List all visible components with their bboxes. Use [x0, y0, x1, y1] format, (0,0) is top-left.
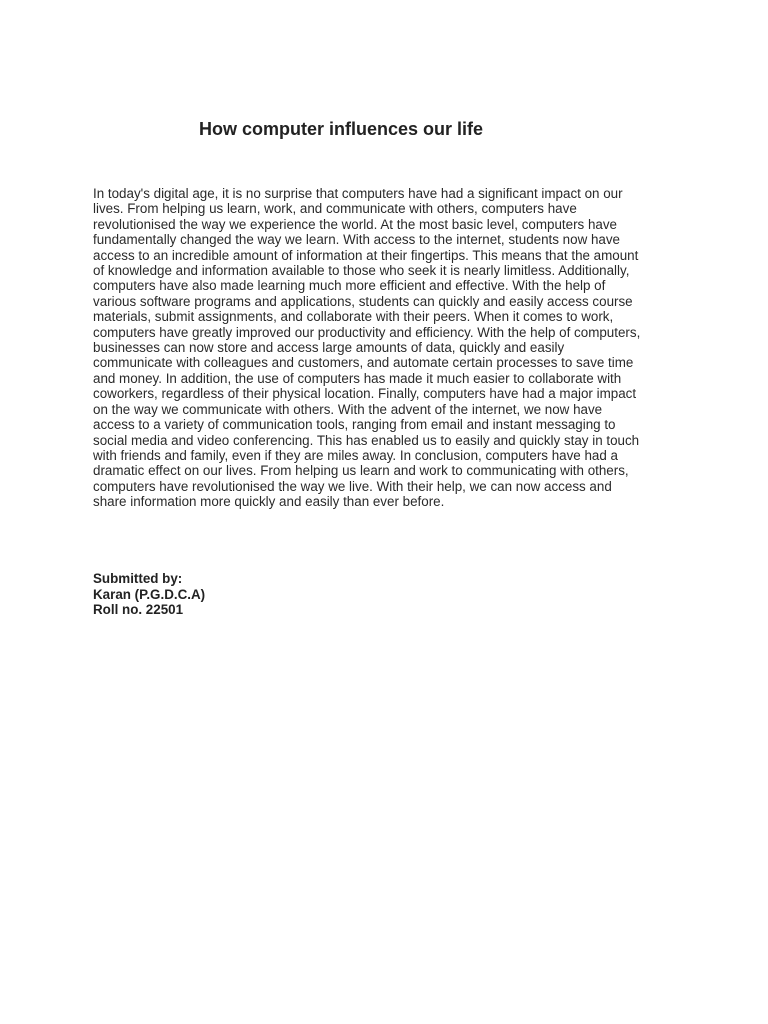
paragraph-line: revolutionised the way we experience the world. At the most basic level, computers have: [93, 216, 617, 232]
paragraph-line: on the way we communicate with others. With the advent of the internet, we now have: [93, 401, 603, 417]
author-name: Karan (P.G.D.C.A): [93, 586, 206, 602]
paragraph-line: materials, submit assignments, and collaborate with their peers. When it comes to work,: [93, 309, 614, 325]
paragraph-line: access to a variety of communication tools, ranging from email and instant messaging to: [93, 417, 616, 433]
paragraph-line: various software programs and applications, students can quickly and easily access course: [93, 293, 633, 309]
submission-block: [93, 571, 205, 618]
paragraph-line: computers have also made learning much more efficient and effective. With the help of: [93, 278, 606, 294]
paragraph-line: lives. From helping us learn, work, and communicate with others, computers have: [93, 201, 577, 217]
paragraph-line: of knowledge and information available to those who seek it is nearly limitless. Additionally,: [93, 263, 630, 279]
submitted-by-label: Submitted by:: [93, 571, 183, 586]
paragraph-line: share information more quickly and easily than ever before.: [93, 494, 445, 510]
paragraph-line: computers have revolutionised the way we live. With their help, we can now access and: [93, 478, 612, 494]
paragraph-line: social media and video conferencing. This has enabled us to easily and quickly stay in touch: [93, 432, 640, 448]
paragraph-line: with friends and family, even if they are miles away. In conclusion, computers have had a: [93, 447, 618, 463]
paragraph-line: computers have greatly improved our productivity and efficiency. With the help of computers,: [93, 324, 641, 340]
paragraph-line: and money. In addition, the use of computers has made it much easier to collaborate with: [93, 370, 622, 386]
paragraph-line: access to an incredible amount of information at their fingertips. This means that the amount: [93, 247, 639, 263]
paragraph-line: In today's digital age, it is no surprise that computers have had a significant impact on our: [93, 186, 623, 201]
roll-number: Roll no. 22501: [93, 602, 184, 617]
paragraph-line: fundamentally changed the way we learn. With access to the internet, students now have: [93, 232, 621, 248]
essay-paragraph: [93, 186, 681, 510]
paragraph-line: dramatic effect on our lives. From helping us learn and work to communicating with others,: [93, 463, 629, 479]
paragraph-line: coworkers, regardless of their physical location. Finally, computers have had a major impact: [93, 386, 637, 402]
paragraph-line: businesses can now store and access large amounts of data, quickly and easily: [93, 340, 565, 356]
document-title: How computer influences our life: [199, 119, 484, 139]
paragraph-line: communicate with colleagues and customers, and automate certain processes to save time: [93, 355, 634, 371]
